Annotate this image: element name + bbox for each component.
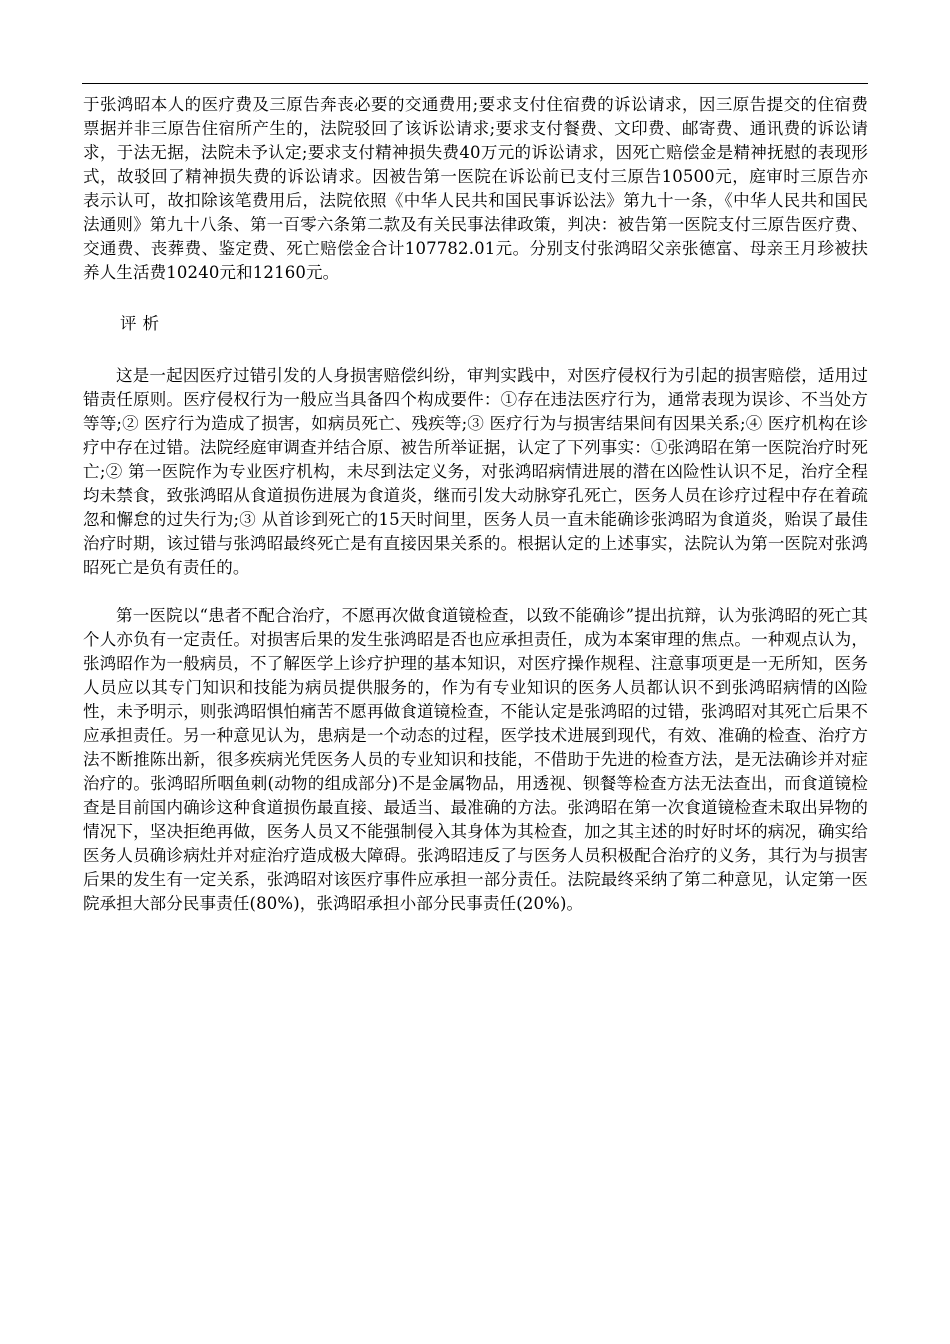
judgment-paragraph: 于张鸿昭本人的医疗费及三原告奔丧必要的交通费用;要求支付住宿费的诉讼请求，因三原告提交的住宿费票据并非三原告住宿所产生的，法院驳回了该诉讼请求;要求支付餐费、文印费、邮寄费、通讯费的诉讼请求，于法无据，法院未予认定;要求支付精神损失费40万元的诉讼请求，因死亡赔偿金是精神抚慰的表现形式，故驳回了精神损失费的诉讼请求。因被告第一医院在诉讼前已支付三原告10500元，庭审时三原告亦表示认可，故扣除该笔费用后，法院依照《中华人民共和国民事诉讼法》第九十一条，《中华人民共和国民法通则》第九十八条、第一百零六条第二款及有关民事法律政策，判决：被告第一医院支付三原告医疗费、交通费、丧葬费、鉴定费、死亡赔偿金合计107782.01元。分别支付张鸿昭父亲张德富、母亲王月珍被扶养人生活费10240元和12160元。 xyxy=(83,95,868,282)
analysis-paragraph-2: 第一医院以“患者不配合治疗，不愿再次做食道镜检查，以致不能确诊”提出抗辩，认为张鸿昭的死亡其个人亦负有一定责任。对损害后果的发生张鸿昭是否也应承担责任，成为本案审理的焦点。一种观点认为，张鸿昭作为一般病员，不了解医学上诊疗护理的基本知识，对医疗操作规程、注意事项更是一无所知，医务人员应以其专门知识和技能为病员提供服务的，作为有专业知识的医务人员都认识不到张鸿昭病情的凶险性，未予明示，则张鸿昭惧怕痛苦不愿再做食道镜检查，不能认定是张鸿昭的过错，张鸿昭对其死亡后果不应承担责任。另一种意见认为，患病是一个动态的过程，医学技术进展到现代，有效、准确的检查、治疗方法不断推陈出新，很多疾病光凭医务人员的专业知识和技能，不借助于先进的检查方法，是无法确诊并对症治疗的。张鸿昭所咽鱼刺(动物的组成部分)不是金属物品，用透视、钡餐等检查方法无法查出，而食道镜检查是目前国内确诊这种食道损伤最直接、最适当、最准确的方法。张鸿昭在第一次食道镜检查未取出异物的情况下，坚决拒绝再做，医务人员又不能强制侵入其身体为其检查，加之其主述的时好时坏的病况，确实给医务人员确诊病灶并对症治疗造成极大障碍。张鸿昭违反了与医务人员积极配合治疗的义务，其行为与损害后果的发生有一定关系，张鸿昭对该医疗事件应承担一部分责任。法院最终采纳了第二种意见，认定第一医院承担大部分民事责任(80%)，张鸿昭承担小部分民事责任(20%)。 xyxy=(83,606,868,913)
analysis-paragraph-1: 这是一起因医疗过错引发的人身损害赔偿纠纷，审判实践中，对医疗侵权行为引起的损害赔偿，适用过错责任原则。医疗侵权行为一般应当具备四个构成要件：①存在违法医疗行为，通常表现为误诊、不当处方等等;② 医疗行为造成了损害，如病员死亡、残疾等;③ 医疗行为与损害结果间有因果关系;④ 医疗机构在诊疗中存在过错。法院经庭审调查并结合原、被告所举证据，认定了下列事实：①张鸿昭在第一医院治疗时死亡;② 第一医院作为专业医疗机构，未尽到法定义务，对张鸿昭病情进展的潜在凶险性认识不足，治疗全程均未禁食，致张鸿昭从食道损伤进展为食道炎，继而引发大动脉穿孔死亡，医务人员在诊疗过程中存在着疏忽和懈怠的过失行为;③ 从首诊到死亡的15天时间里，医务人员一直未能确诊张鸿昭为食道炎，贻误了最佳治疗时期，该过错与张鸿昭最终死亡是有直接因果关系的。根据认定的上述事实，法院认为第一医院对张鸿昭死亡是负有责任的。 xyxy=(83,366,868,577)
analysis-heading: 评析 xyxy=(120,314,165,333)
header-rule xyxy=(82,83,868,84)
document-body xyxy=(83,93,868,916)
